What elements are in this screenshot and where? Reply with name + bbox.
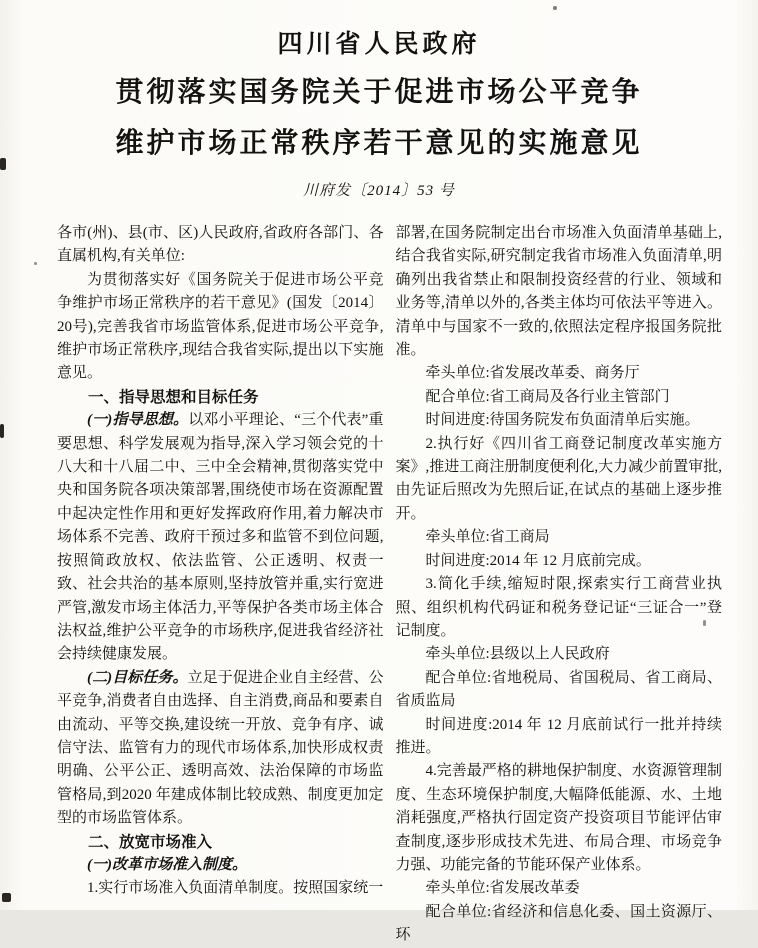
document-title-line-2: 贯彻落实国务院关于促进市场公平竞争 <box>115 77 643 108</box>
paragraph-right-2: 牵头单位:省发展改革委、商务厅 <box>425 365 640 382</box>
paragraph-left-2: 为贯彻落实好《国务院关于促进市场公平竞争维护市场正常秩序的若干意见》(国发〔2014〕20号),完善我省市场监管体系,促进市场公平竞争,维护市场正常秩序,现结合我省实际,提出以下实施意见。 <box>57 271 384 382</box>
paragraph-right-12: 4.完善最严格的耕地保护制度、水资源管理制度、生态环境保护制度,大幅降低能源、水、土地消耗强度,严格执行固定资产投资项目节能评估审查制度,逐步形成技术先进、布局合理、市场竞争力强、功能完备的节能环保产业体系。 <box>395 763 722 873</box>
paragraph-right-14: 配合单位:省经济和信息化委、国土资源厅、环 <box>395 903 722 944</box>
paragraph-right-1: 部署,在国务院制定出台市场准入负面清单基础上,结合我省实际,研究制定我省市场准入负面清单,明确列出我省禁止和限制投资经营的行业、领域和业务等,清单以外的,各类主体均可依法平等进入。清单中与国家不一致的,依照法定程序报国务院批准。 <box>395 225 722 359</box>
document-header <box>0 0 758 200</box>
scan-speck <box>0 158 6 170</box>
document-number: 川府发〔2014〕53 号 <box>303 183 455 199</box>
paragraph-left-7: (一)改革市场准入制度。 <box>87 856 247 873</box>
scan-speck <box>2 893 11 902</box>
paragraph-right-9: 牵头单位:县级以上人民政府 <box>425 646 610 663</box>
paragraph-right-5: 2.执行好《四川省工商登记制度改革实施方案》,推进工商注册制度便利化,大力减少前置审批,由先证后照改为先照后证,在试点的基础上逐步推开。 <box>395 435 722 522</box>
paragraph-left-6: 二、放宽市场准入 <box>88 832 213 851</box>
paragraph-right-6: 牵头单位:省工商局 <box>425 529 550 546</box>
paragraph-right-11: 时间进度:2014 年 12 月底前试行一批并持续推进。 <box>395 716 722 756</box>
scan-speck <box>34 262 37 265</box>
paragraph-right-4: 时间进度:待国务院发布负面清单后实施。 <box>425 412 700 429</box>
paragraph-lead: (二)目标任务。 <box>87 669 188 686</box>
paragraph-left-4: (一)指导思想。以邓小平理论、“三个代表”重要思想、科学发展观为指导,深入学习领会党的十八大和十八届二中、三中全会精神,贯彻落实党中央和国务院各项决策部署,围绕使市场在资源配置中起决定性作用和更好发挥政府作用,着力解决市场体系不完善、政府干预过多和监管不到位问题,按照简政放权、依法监管、公正透明、权责一致、社会共治的基本原则,坚持放管并重,实行宽进严管,激发市场主体活力,平等保护各类市场主体合法权益,维护公平竞争的市场秩序,促进我省经济社会持续健康发展。 <box>57 412 384 663</box>
right-column <box>395 222 723 944</box>
paragraph-right-10: 配合单位:省地税局、省国税局、省工商局、省质监局 <box>395 669 722 710</box>
document-body <box>0 200 758 944</box>
paragraph-right-8: 3.简化手续,缩短时限,探索实行工商营业执照、组织机构代码证和税务登记证“三证合一”登记制度。 <box>395 576 722 639</box>
paragraph-right-3: 配合单位:省工商局及各行业主管部门 <box>425 388 670 405</box>
paragraph-left-8: 1.实行市场准入负面清单制度。按照国家统一 <box>87 880 384 897</box>
document-title-line-1: 四川省人民政府 <box>277 31 481 58</box>
scan-speck <box>553 6 557 10</box>
paragraph-right-13: 牵头单位:省发展改革委 <box>425 880 580 897</box>
paragraph-right-7: 时间进度:2014 年 12 月底前完成。 <box>425 552 651 569</box>
scan-speck <box>703 620 706 626</box>
document-title-line-3: 维护市场正常秩序若干意见的实施意见 <box>115 128 643 159</box>
scan-speck <box>0 424 4 438</box>
paragraph-lead: (一)指导思想。 <box>87 412 189 429</box>
paragraph-left-1: 各市(州)、县(市、区)人民政府,省政府各部门、各直属机构,有关单位: <box>57 225 384 265</box>
paragraph-left-5: (二)目标任务。立足于促进企业自主经营、公平竞争,消费者自由选择、自主消费,商品和要素自由流动、平等交换,建设统一开放、竞争有序、诚信守法、监管有力的现代市场体系,加快形成权责明确、公平公正、透明高效、法治保障的市场监管格局,到2020 年建成体制比较成熟、制度更加定型的市场监管体系。 <box>57 669 384 827</box>
left-column <box>57 222 384 898</box>
paragraph-left-3: 一、指导思想和目标任务 <box>88 387 259 406</box>
